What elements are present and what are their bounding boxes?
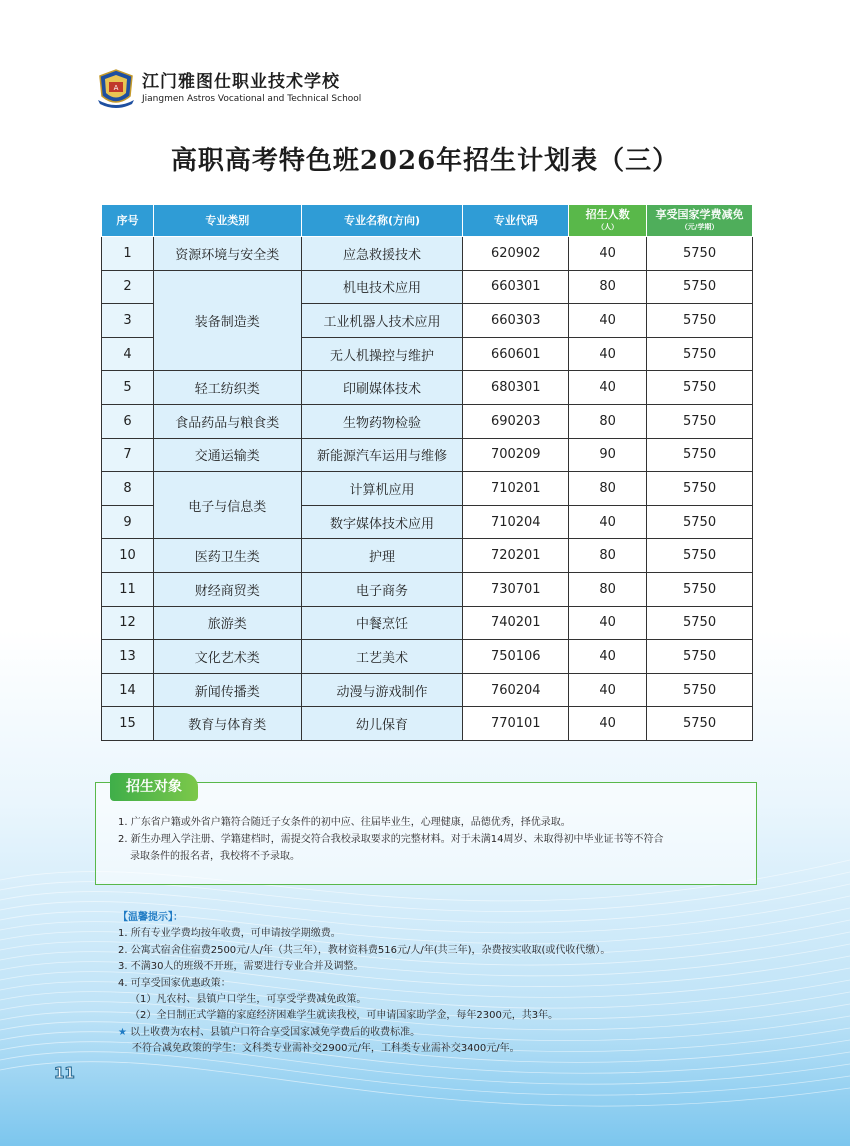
row-code: 660601 [463,337,569,371]
school-logo-icon [96,66,136,110]
row-quota: 40 [569,606,647,640]
table-row [102,237,753,271]
enrollment-plan-table [101,204,753,741]
table-row [102,438,753,472]
row-category: 新闻传播类 [153,673,301,707]
table-row [102,371,753,405]
row-quota: 40 [569,673,647,707]
row-name: 应急救援技术 [301,237,463,271]
header-name: 专业名称(方向) [301,205,463,237]
row-code: 740201 [463,606,569,640]
tip-line: 2. 公寓式宿舍住宿费2500元/人/年（共三年），教材资料费516元/人/年(共三年)，杂费按实收取(或代收代缴）。 [118,944,611,956]
row-name: 无人机操控与维护 [301,337,463,371]
row-code: 690203 [463,404,569,438]
row-code: 730701 [463,572,569,606]
row-quota: 80 [569,270,647,304]
row-code: 760204 [463,673,569,707]
row-index: 15 [102,707,154,741]
row-index: 14 [102,673,154,707]
row-category: 交通运输类 [153,438,301,472]
row-category: 食品药品与粮食类 [153,404,301,438]
row-fee: 5750 [647,505,753,539]
row-index: 12 [102,606,154,640]
table-row [102,707,753,741]
row-index: 6 [102,404,154,438]
page-title: 高职高考特色班2026年招生计划表（三） [170,146,680,176]
enrollment-target-list [118,815,746,866]
header-quota-unit: （人） [597,222,619,231]
row-index: 5 [102,371,154,405]
row-quota: 90 [569,438,647,472]
header-index: 序号 [102,205,154,237]
row-code: 660301 [463,270,569,304]
row-name: 数字媒体技术应用 [301,505,463,539]
row-fee: 5750 [647,539,753,573]
enrollment-target-label: 招生对象 [110,773,198,801]
row-fee: 5750 [647,237,753,271]
header-quota-label: 招生人数 [585,207,630,221]
row-name: 计算机应用 [301,472,463,506]
row-fee: 5750 [647,572,753,606]
row-category: 装备制造类 [153,270,301,371]
target-item: 1. 广东省户籍或外省户籍符合随迁子女条件的初中应、往届毕业生，心理健康，品德优秀，择优录取。 [118,817,571,828]
row-quota: 80 [569,539,647,573]
row-index: 8 [102,472,154,506]
row-category: 文化艺术类 [153,640,301,674]
header-quota [569,205,647,237]
tip-line: 不符合减免政策的学生：文科类专业需补交2900元/年，工科类专业需补交3400元/年。 [132,1043,520,1055]
target-item: 录取条件的报名者，我校将不予录取。 [130,851,300,862]
row-code: 660303 [463,304,569,338]
header-fee [647,205,753,237]
tip-line: （1）凡农村、县镇户口学生，可享受学费减免政策。 [130,994,367,1006]
row-quota: 40 [569,640,647,674]
tip-line: 1. 所有专业学费均按年收费，可申请按学期缴费。 [118,928,341,940]
row-index: 13 [102,640,154,674]
row-category: 资源环境与安全类 [153,237,301,271]
table-row [102,472,753,506]
tips-title: 【温馨提示】： [118,912,183,923]
header-fee-unit: （元/学期） [680,222,719,231]
row-fee: 5750 [647,673,753,707]
header-code: 专业代码 [463,205,569,237]
school-header [96,66,361,110]
target-item: 2. 新生办理入学注册、学籍建档时，需提交符合我校录取要求的完整材料。对于未满14周岁、未取得初中毕业证书等不符合 [118,834,664,845]
row-fee: 5750 [647,707,753,741]
row-name: 新能源汽车运用与维修 [301,438,463,472]
row-category: 电子与信息类 [153,472,301,539]
row-fee: 5750 [647,640,753,674]
row-fee: 5750 [647,371,753,405]
school-name-en: Jiangmen Astros Vocational and Technical School [142,93,362,104]
school-name-cn: 江门雅图仕职业技术学校 [142,71,340,92]
row-fee: 5750 [647,606,753,640]
row-code: 710201 [463,472,569,506]
row-index: 7 [102,438,154,472]
row-index: 9 [102,505,154,539]
tip-note [118,1025,718,1041]
row-fee: 5750 [647,304,753,338]
school-name-block [142,72,361,105]
table-row [102,539,753,573]
row-quota: 40 [569,304,647,338]
row-index: 11 [102,572,154,606]
header-category: 专业类别 [153,205,301,237]
row-name: 电子商务 [301,572,463,606]
row-category: 旅游类 [153,606,301,640]
svg-text:A: A [113,84,119,92]
row-category: 财经商贸类 [153,572,301,606]
row-quota: 80 [569,472,647,506]
table-row [102,606,753,640]
row-index: 10 [102,539,154,573]
row-quota: 80 [569,404,647,438]
row-name: 生物药物检验 [301,404,463,438]
row-fee: 5750 [647,438,753,472]
row-code: 700209 [463,438,569,472]
row-name: 工业机器人技术应用 [301,304,463,338]
row-name: 印刷媒体技术 [301,371,463,405]
row-quota: 40 [569,707,647,741]
row-code: 710204 [463,505,569,539]
tip-line: 3. 不满30人的班级不开班，需要进行专业合并及调整。 [118,961,364,973]
table-row [102,640,753,674]
row-category: 轻工纺织类 [153,371,301,405]
row-code: 680301 [463,371,569,405]
row-index: 2 [102,270,154,304]
row-quota: 40 [569,337,647,371]
row-quota: 80 [569,572,647,606]
row-code: 750106 [463,640,569,674]
row-fee: 5750 [647,337,753,371]
table-row [102,270,753,304]
row-name: 动漫与游戏制作 [301,673,463,707]
row-name: 护理 [301,539,463,573]
row-quota: 40 [569,371,647,405]
star-icon: ★ [118,1026,127,1038]
row-code: 620902 [463,237,569,271]
row-category: 教育与体育类 [153,707,301,741]
row-code: 770101 [463,707,569,741]
table-header-row [102,205,753,237]
tip-line: 以上收费为农村、县镇户口符合享受国家减免学费后的收费标准。 [130,1026,421,1038]
header-fee-label: 享受国家学费减免 [655,207,744,221]
table-row [102,673,753,707]
row-quota: 40 [569,237,647,271]
page-number: 11 [54,1064,75,1082]
row-index: 4 [102,337,154,371]
row-index: 1 [102,237,154,271]
row-name: 中餐烹饪 [301,606,463,640]
row-name: 工艺美术 [301,640,463,674]
row-name: 机电技术应用 [301,270,463,304]
row-fee: 5750 [647,404,753,438]
tip-line: 4. 可享受国家优惠政策： [118,977,231,989]
table-row [102,404,753,438]
table-row [102,572,753,606]
row-fee: 5750 [647,472,753,506]
row-category: 医药卫生类 [153,539,301,573]
row-code: 720201 [463,539,569,573]
row-name: 幼儿保育 [301,707,463,741]
row-index: 3 [102,304,154,338]
tips-section [118,910,718,1058]
tip-line: （2）全日制正式学籍的家庭经济困难学生就读我校，可申请国家助学金，每年2300元，共3年。 [130,1010,559,1022]
row-quota: 40 [569,505,647,539]
row-fee: 5750 [647,270,753,304]
